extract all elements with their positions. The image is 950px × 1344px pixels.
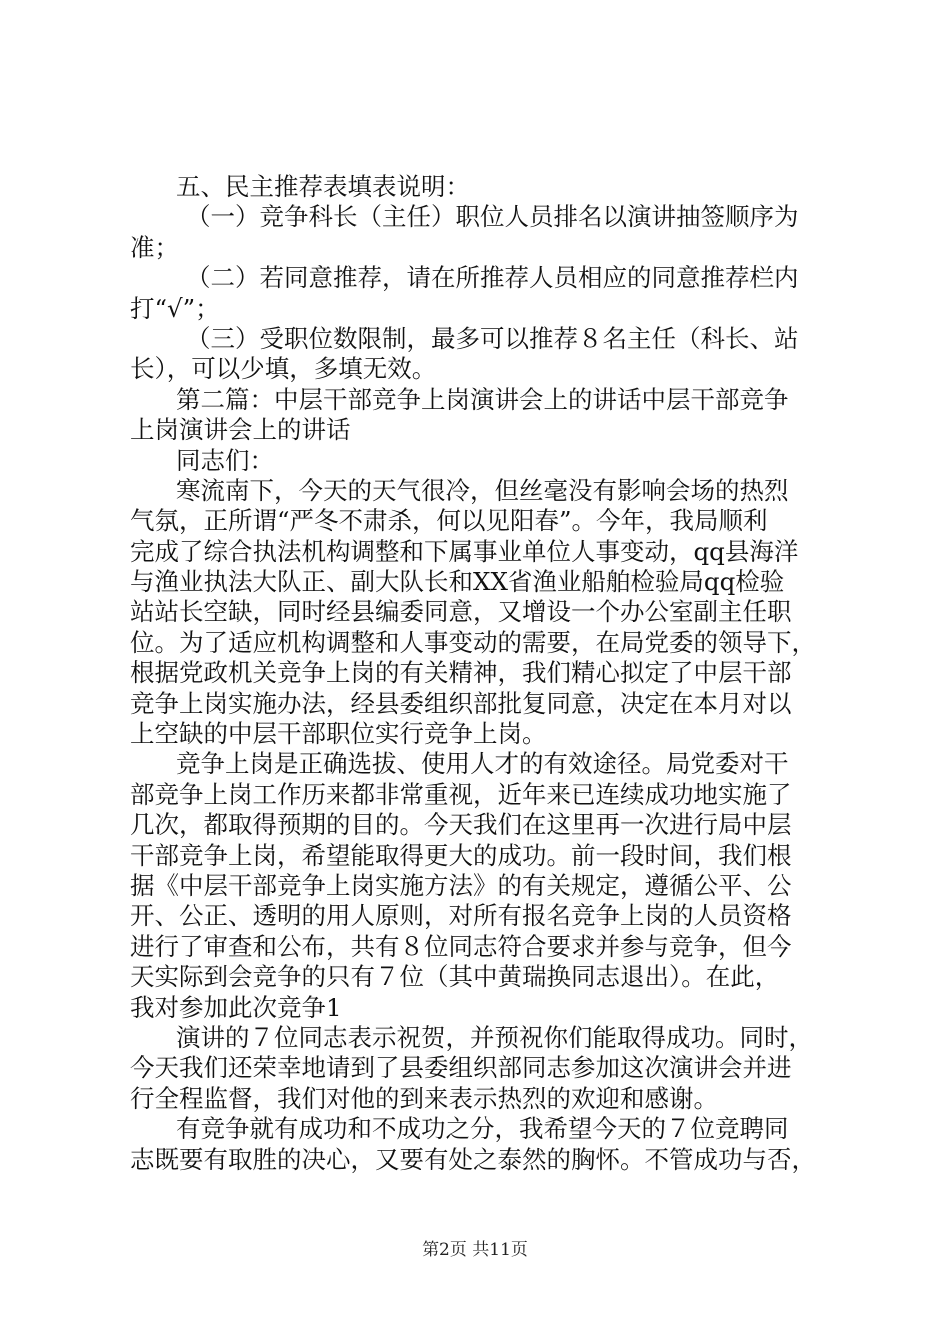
text-line: 五、民主推荐表填表说明：: [176, 172, 470, 201]
text-line: 站站长空缺，同时经县编委同意，又增设一个办公室副主任职: [130, 597, 792, 627]
text-line: 天实际到会竞争的只有７位（其中黄瑞换同志退出）。在此，: [130, 962, 780, 992]
text-line: （一）竞争科长（主任）职位人员排名以演讲抽签顺序为: [186, 202, 799, 232]
text-line: 上空缺的中层干部职位实行竞争上岗。: [130, 719, 547, 749]
text-line: 根据党政机关竞争上岗的有关精神，我们精心拟定了中层干部: [130, 658, 792, 688]
text-line: 据《中层干部竞争上岗实施方法》的有关规定，遵循公平、公: [130, 870, 792, 900]
text-line: 打“√”；: [130, 293, 220, 323]
text-line: 与渔业执法大队正、副大队长和XX省渔业船舶检验局qq检验: [130, 567, 785, 597]
text-line: 行全程监督，我们对他的到来表示热烈的欢迎和感谢。: [130, 1083, 718, 1113]
text-line: 竞争上岗是正确选拔、使用人才的有效途径。局党委对干: [176, 749, 789, 779]
text-line: 我对参加此次竞争1: [130, 992, 342, 1022]
document-body: [130, 172, 830, 1175]
text-line: 寒流南下，今天的天气很冷，但丝毫没有影响会场的热烈: [176, 475, 789, 505]
text-line: 长），可以少填，多填无效。: [130, 354, 437, 384]
text-line: 有竞争就有成功和不成功之分，我希望今天的７位竞聘同: [176, 1114, 789, 1144]
text-line: 干部竞争上岗，希望能取得更大的成功。前一段时间，我们根: [130, 840, 792, 870]
text-line: （二）若同意推荐，请在所推荐人员相应的同意推荐栏内: [186, 263, 799, 293]
text-line: 几次，都取得预期的目的。今天我们在这里再一次进行局中层: [130, 810, 792, 840]
page-footer: 第2页 共11页: [422, 1240, 528, 1260]
text-line: 志既要有取胜的决心，又要有处之泰然的胸怀。不管成功与否，: [130, 1144, 816, 1174]
text-line: 开、公正、透明的用人原则，对所有报名竞争上岗的人员资格: [130, 901, 792, 931]
text-line: 完成了综合执法机构调整和下属事业单位人事变动，qq县海洋: [130, 536, 799, 566]
text-line: 第二篇：中层干部竞争上岗演讲会上的讲话中层干部竞争: [176, 384, 789, 414]
text-line: 演讲的７位同志表示祝贺，并预祝你们能取得成功。同时，: [176, 1022, 813, 1052]
text-line: 上岗演讲会上的讲话: [130, 415, 351, 445]
text-line: 准；: [130, 232, 179, 262]
text-line: 今天我们还荣幸地请到了县委组织部同志参加这次演讲会并进: [130, 1053, 792, 1083]
text-line: 进行了审查和公布，共有８位同志符合要求并参与竞争，但今: [130, 931, 792, 961]
text-line: 部竞争上岗工作历来都非常重视，近年来已连续成功地实施了: [130, 779, 792, 809]
text-line: 位。为了适应机构调整和人事变动的需要，在局党委的领导下，: [130, 627, 816, 657]
text-line: （三）受职位数限制，最多可以推荐８名主任（科长、站: [186, 323, 799, 353]
text-line: 同志们：: [176, 445, 274, 475]
text-line: 竞争上岗实施办法，经县委组织部批复同意，决定在本月对以: [130, 688, 792, 718]
text-line: 气氛，正所谓“严冬不肃杀，何以见阳春”。今年，我局顺利: [130, 506, 768, 536]
